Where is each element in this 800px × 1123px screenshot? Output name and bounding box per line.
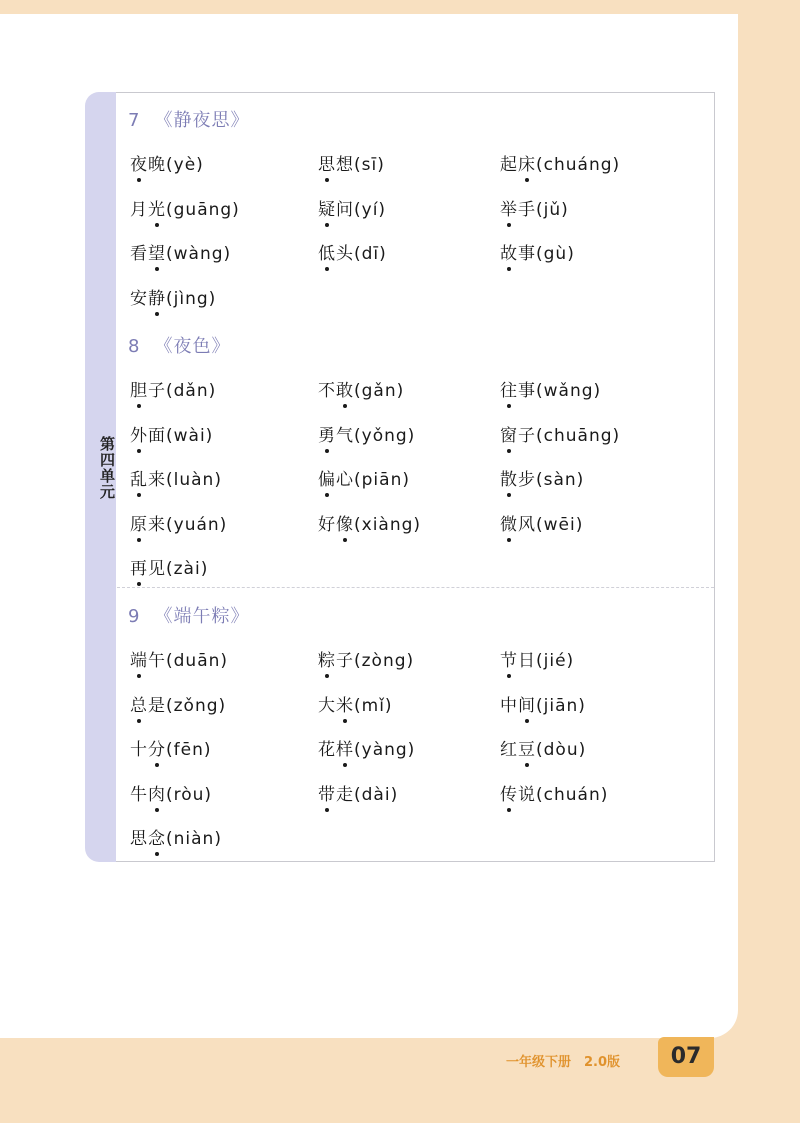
vocab-word bbox=[318, 239, 387, 264]
vocab-pinyin: (gǎn) bbox=[354, 381, 405, 401]
lesson-title: 《夜色》 bbox=[154, 336, 231, 357]
character: 走 bbox=[336, 784, 354, 805]
section-number: 9 bbox=[128, 606, 141, 627]
vocab-hanzi bbox=[500, 381, 536, 401]
vocab-hanzi bbox=[130, 696, 166, 716]
vocab-pinyin: (chuāng) bbox=[536, 425, 621, 446]
vocab-word bbox=[130, 195, 240, 220]
vocab-pinyin: (xiàng) bbox=[354, 514, 422, 535]
target-character: 外 bbox=[130, 421, 148, 446]
target-character: 偏 bbox=[318, 465, 336, 490]
vocab-word bbox=[500, 376, 601, 401]
target-character: 节 bbox=[500, 646, 518, 671]
character: 看 bbox=[130, 244, 148, 264]
vocab-pinyin: (wēi) bbox=[536, 514, 584, 535]
vocab-pinyin: (zòng) bbox=[354, 651, 415, 671]
vocab-hanzi bbox=[318, 651, 354, 671]
vocab-pinyin: (jié) bbox=[536, 651, 575, 671]
character: 子 bbox=[148, 381, 166, 401]
vocab-hanzi bbox=[318, 740, 354, 760]
character: 见 bbox=[148, 559, 166, 579]
vocab-word bbox=[130, 465, 222, 490]
vocab-pinyin: (yí) bbox=[354, 199, 387, 220]
vocab-word bbox=[500, 195, 569, 220]
target-character: 散 bbox=[500, 465, 518, 490]
vocab-pinyin: (jǔ) bbox=[536, 199, 569, 220]
vocab-word bbox=[500, 510, 583, 535]
vocab-hanzi bbox=[318, 785, 354, 805]
target-character: 传 bbox=[500, 780, 518, 805]
vocab-hanzi bbox=[130, 244, 166, 264]
vocab-word bbox=[318, 691, 393, 716]
vocab-hanzi bbox=[318, 155, 354, 175]
target-character: 往 bbox=[500, 376, 518, 401]
character: 来 bbox=[148, 514, 166, 535]
character: 十 bbox=[130, 740, 148, 760]
target-character: 思 bbox=[318, 150, 336, 175]
lesson-title: 《端午粽》 bbox=[154, 606, 250, 627]
vocab-hanzi bbox=[500, 785, 536, 805]
character: 问 bbox=[336, 199, 354, 220]
vocab-pinyin: (sī) bbox=[354, 155, 385, 175]
character: 面 bbox=[148, 425, 166, 446]
vocab-word bbox=[500, 421, 620, 446]
vocab-word bbox=[500, 646, 574, 671]
vocab-word bbox=[130, 150, 204, 175]
target-character: 静 bbox=[148, 284, 166, 309]
vocab-pinyin: (dǎn) bbox=[166, 381, 217, 401]
vocab-hanzi bbox=[318, 381, 354, 401]
target-character: 粽 bbox=[318, 646, 336, 671]
vocab-word bbox=[318, 150, 385, 175]
vocab-word bbox=[130, 284, 216, 309]
vocab-pinyin: (wài) bbox=[166, 425, 214, 446]
character: 好 bbox=[318, 514, 336, 535]
target-character: 分 bbox=[148, 735, 166, 760]
vocab-pinyin: (sàn) bbox=[536, 470, 585, 490]
vocab-hanzi bbox=[130, 515, 166, 535]
vocab-word bbox=[130, 554, 208, 579]
character: 事 bbox=[518, 244, 536, 264]
vocab-word bbox=[500, 150, 620, 175]
vocab-pinyin: (zǒng) bbox=[166, 695, 227, 716]
vocab-word bbox=[130, 239, 231, 264]
vocab-pinyin: (gù) bbox=[536, 244, 575, 264]
vocab-hanzi bbox=[500, 740, 536, 760]
target-character: 床 bbox=[518, 150, 536, 175]
target-character: 胆 bbox=[130, 376, 148, 401]
footer-book-label: 一年级下册 2.0版 bbox=[506, 1055, 621, 1070]
target-character: 疑 bbox=[318, 195, 336, 220]
character: 气 bbox=[336, 425, 354, 446]
vocab-hanzi bbox=[318, 426, 354, 446]
character: 午 bbox=[148, 651, 166, 671]
vocab-hanzi bbox=[500, 426, 536, 446]
target-character: 带 bbox=[318, 780, 336, 805]
character: 日 bbox=[518, 651, 536, 671]
vocab-word bbox=[318, 646, 414, 671]
vocab-hanzi bbox=[130, 651, 166, 671]
target-character: 敢 bbox=[336, 376, 354, 401]
vocab-word bbox=[130, 824, 222, 849]
vocab-pinyin: (yuán) bbox=[166, 514, 228, 535]
vocab-hanzi bbox=[318, 200, 354, 220]
vocab-hanzi bbox=[500, 651, 536, 671]
vocab-pinyin: (duān) bbox=[166, 651, 229, 671]
target-character: 间 bbox=[518, 691, 536, 716]
vocab-hanzi bbox=[130, 785, 166, 805]
vocab-word bbox=[318, 465, 410, 490]
section-number: 7 bbox=[128, 110, 141, 131]
vocab-hanzi bbox=[500, 470, 536, 490]
target-character: 窗 bbox=[500, 421, 518, 446]
section-title bbox=[128, 602, 249, 628]
vocab-hanzi bbox=[318, 470, 354, 490]
character: 是 bbox=[148, 695, 166, 716]
target-character: 总 bbox=[130, 691, 148, 716]
character: 事 bbox=[518, 381, 536, 401]
vocab-word bbox=[318, 735, 415, 760]
vocab-pinyin: (ròu) bbox=[166, 784, 213, 805]
vocab-hanzi bbox=[130, 829, 166, 849]
character: 步 bbox=[518, 470, 536, 490]
vocab-word bbox=[130, 421, 213, 446]
unit-tab-label: 第四单元 bbox=[98, 436, 116, 500]
vocab-word bbox=[500, 735, 586, 760]
character: 子 bbox=[518, 425, 536, 446]
target-character: 米 bbox=[336, 691, 354, 716]
vocab-hanzi bbox=[500, 696, 536, 716]
vocab-pinyin: (wàng) bbox=[166, 244, 232, 264]
character: 思 bbox=[130, 829, 148, 849]
vocab-pinyin: (chuán) bbox=[536, 784, 609, 805]
vocab-pinyin: (jiān) bbox=[536, 695, 586, 716]
vocab-pinyin: (niàn) bbox=[166, 829, 222, 849]
character: 不 bbox=[318, 381, 336, 401]
vocab-pinyin: (luàn) bbox=[166, 470, 222, 490]
page-number-badge: 07 bbox=[658, 1037, 714, 1077]
target-character: 望 bbox=[148, 239, 166, 264]
vocab-hanzi bbox=[130, 426, 166, 446]
vocab-word bbox=[500, 239, 575, 264]
vocab-word bbox=[318, 421, 415, 446]
vocab-hanzi bbox=[130, 740, 166, 760]
vocab-pinyin: (yǒng) bbox=[354, 425, 416, 446]
vocab-hanzi bbox=[130, 559, 166, 579]
vocab-pinyin: (dòu) bbox=[536, 740, 587, 760]
lesson-title: 《静夜思》 bbox=[154, 110, 250, 131]
character: 晚 bbox=[148, 155, 166, 175]
vocab-hanzi bbox=[318, 244, 354, 264]
vocab-word bbox=[318, 376, 404, 401]
target-character: 故 bbox=[500, 239, 518, 264]
vocab-word bbox=[130, 780, 212, 805]
vocab-pinyin: (jìng) bbox=[166, 288, 217, 309]
character: 花 bbox=[318, 740, 336, 760]
vocab-pinyin: (zài) bbox=[166, 559, 209, 579]
vocab-word bbox=[318, 510, 421, 535]
vocab-pinyin: (yàng) bbox=[354, 740, 416, 760]
character: 起 bbox=[500, 155, 518, 175]
target-character: 低 bbox=[318, 239, 336, 264]
character: 大 bbox=[318, 695, 336, 716]
section-title bbox=[128, 106, 249, 132]
target-character: 再 bbox=[130, 554, 148, 579]
target-character: 样 bbox=[336, 735, 354, 760]
section-divider bbox=[117, 587, 714, 588]
target-character: 勇 bbox=[318, 421, 336, 446]
vocab-hanzi bbox=[500, 244, 536, 264]
character: 来 bbox=[148, 470, 166, 490]
target-character: 乱 bbox=[130, 465, 148, 490]
vocab-hanzi bbox=[130, 470, 166, 490]
target-character: 原 bbox=[130, 510, 148, 535]
vocab-hanzi bbox=[500, 200, 536, 220]
vocab-hanzi bbox=[130, 155, 166, 175]
character: 月 bbox=[130, 199, 148, 220]
character: 中 bbox=[500, 695, 518, 716]
vocab-pinyin: (wǎng) bbox=[536, 381, 602, 401]
character: 头 bbox=[336, 244, 354, 264]
section-number: 8 bbox=[128, 336, 141, 357]
target-character: 端 bbox=[130, 646, 148, 671]
vocab-pinyin: (chuáng) bbox=[536, 155, 621, 175]
vocab-word bbox=[130, 646, 228, 671]
target-character: 举 bbox=[500, 195, 518, 220]
target-character: 豆 bbox=[518, 735, 536, 760]
vocab-word bbox=[130, 691, 226, 716]
vocab-pinyin: (mǐ) bbox=[354, 695, 393, 716]
vocab-word bbox=[500, 780, 608, 805]
character: 说 bbox=[518, 784, 536, 805]
vocab-hanzi bbox=[500, 515, 536, 535]
target-character: 夜 bbox=[130, 150, 148, 175]
vocab-hanzi bbox=[130, 200, 166, 220]
vocab-word bbox=[130, 510, 227, 535]
vocab-word bbox=[500, 691, 586, 716]
character: 想 bbox=[336, 155, 354, 175]
character: 牛 bbox=[130, 784, 148, 805]
unit-side-tab bbox=[85, 92, 116, 862]
vocab-pinyin: (guāng) bbox=[166, 199, 240, 220]
vocab-word bbox=[500, 465, 584, 490]
target-character: 肉 bbox=[148, 780, 166, 805]
vocab-hanzi bbox=[500, 155, 536, 175]
vocab-hanzi bbox=[318, 696, 354, 716]
character: 红 bbox=[500, 740, 518, 760]
target-character: 微 bbox=[500, 510, 518, 535]
vocab-pinyin: (yè) bbox=[166, 155, 204, 175]
vocab-word bbox=[318, 195, 386, 220]
character: 子 bbox=[336, 651, 354, 671]
vocab-hanzi bbox=[130, 381, 166, 401]
vocab-pinyin: (dài) bbox=[354, 784, 399, 805]
target-character: 光 bbox=[148, 195, 166, 220]
character: 心 bbox=[336, 470, 354, 490]
vocab-pinyin: (fēn) bbox=[166, 740, 212, 760]
section-title bbox=[128, 332, 230, 358]
character: 安 bbox=[130, 288, 148, 309]
target-character: 像 bbox=[336, 510, 354, 535]
vocab-hanzi bbox=[318, 515, 354, 535]
vocab-word bbox=[130, 376, 216, 401]
target-character: 念 bbox=[148, 824, 166, 849]
vocab-word bbox=[318, 780, 398, 805]
vocab-word bbox=[130, 735, 211, 760]
vocab-pinyin: (dī) bbox=[354, 244, 387, 264]
vocab-pinyin: (piān) bbox=[354, 470, 410, 490]
character: 手 bbox=[518, 199, 536, 220]
character: 风 bbox=[518, 514, 536, 535]
vocab-hanzi bbox=[130, 289, 166, 309]
